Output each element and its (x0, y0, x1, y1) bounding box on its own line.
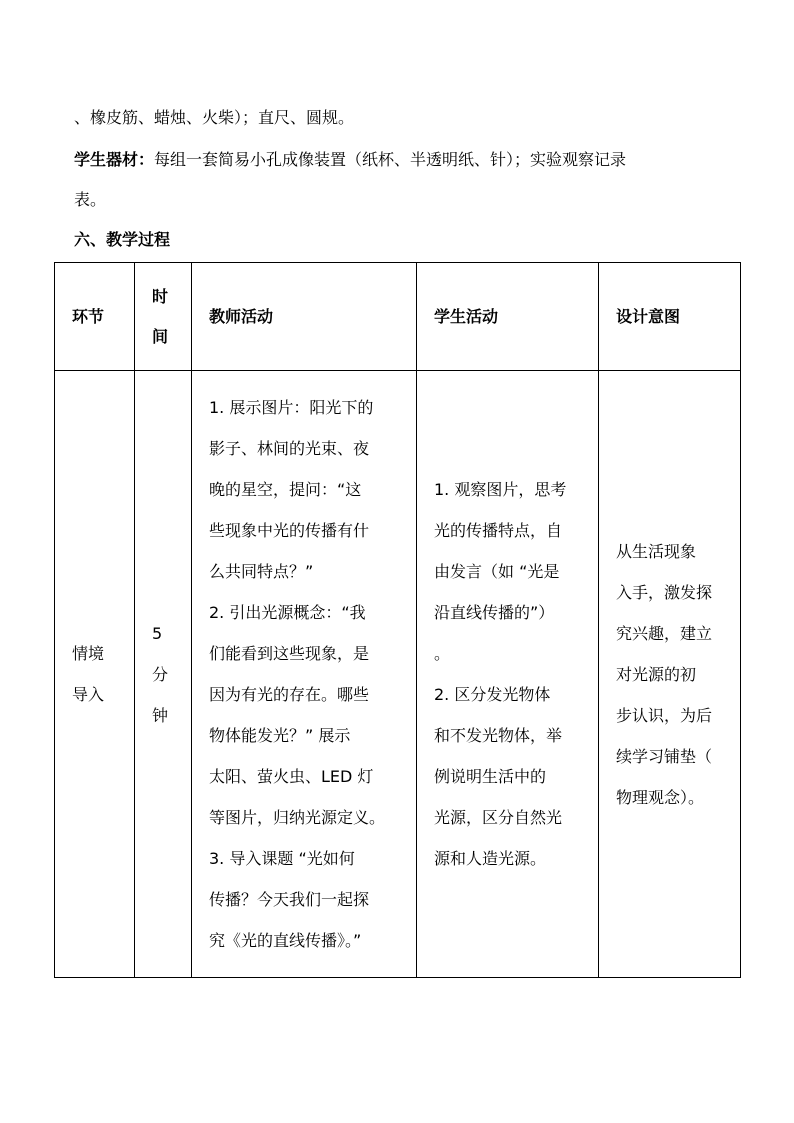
cell-line: 从生活现象 (616, 541, 697, 561)
table-header-row (55, 263, 741, 371)
cell-line: 钟 (152, 705, 169, 725)
cell-line: 。 (434, 644, 451, 663)
student-materials-label: 学生器材： (74, 150, 155, 169)
cell-line: 沿直线传播的”） (434, 603, 555, 622)
cell-line: 续学习铺垫（ (616, 746, 713, 766)
header-stage: 环节 (55, 263, 135, 371)
cell-line: 因为有光的存在。哪些 (209, 685, 370, 704)
cell-line: 对光源的初 (616, 664, 697, 684)
cell-line: 分 (152, 664, 169, 684)
cell-line: 5 (152, 623, 163, 643)
student-activity-cell (417, 371, 599, 978)
header-time (135, 263, 192, 371)
cell-line: 2. 区分发光物体 (434, 685, 551, 704)
cell-line: 太阳、萤火虫、LED 灯 (209, 767, 374, 786)
header-intent: 设计意图 (599, 263, 741, 371)
cell-line: 些现象中光的传播有什 (209, 521, 370, 540)
cell-line: 晚的星空，提问：“这 (209, 480, 362, 499)
teaching-process-table (54, 262, 741, 978)
cell-line: 步认识，为后 (616, 705, 713, 725)
cell-line: 源和人造光源。 (434, 849, 547, 868)
cell-line: 等图片，归纳光源定义。 (209, 808, 386, 827)
materials-continuation: 、橡皮筋、蜡烛、火柴）；直尺、圆规。 (74, 108, 355, 127)
student-materials (74, 140, 734, 220)
time-cell (135, 371, 192, 978)
cell-line: 们能看到这些现象，是 (209, 644, 370, 663)
cell-line: 和不发光物体，举 (434, 726, 563, 745)
cell-line: 物体能发光？” 展示 (209, 726, 351, 745)
teacher-activity-cell (192, 371, 417, 978)
student-materials-text: 每组一套简易小孔成像装置（纸杯、半透明纸、针）；实验观察记录 (154, 150, 627, 169)
table-row (55, 371, 741, 978)
cell-line: 3. 导入课题 “光如何 (209, 849, 355, 868)
student-materials-text-line2: 表。 (74, 190, 107, 209)
stage-cell (55, 371, 135, 978)
header-time-line: 间 (152, 326, 169, 346)
header-time-line: 时 (152, 286, 169, 306)
cell-line: 究《光的直线传播》。” (209, 931, 362, 950)
cell-line: 光的传播特点，自 (434, 521, 563, 540)
cell-line: 情境 (72, 644, 105, 663)
cell-line: 由发言（如 “光是 (434, 562, 560, 581)
section-title: 六、教学过程 (74, 230, 171, 249)
cell-line: 2. 引出光源概念：“我 (209, 603, 366, 622)
cell-line: 入手，激发探 (616, 582, 713, 602)
cell-line: 例说明生活中的 (434, 767, 547, 786)
cell-line: 么共同特点？” (209, 562, 314, 581)
design-intent-cell (599, 371, 741, 978)
cell-line: 物理观念）。 (616, 787, 705, 807)
cell-line: 究兴趣，建立 (616, 623, 713, 643)
cell-line: 光源，区分自然光 (434, 808, 563, 827)
header-student: 学生活动 (417, 263, 599, 371)
cell-line: 传播？今天我们一起探 (209, 890, 370, 909)
cell-line: 1. 观察图片，思考 (434, 480, 567, 499)
cell-line: 导入 (72, 685, 105, 704)
header-teacher: 教师活动 (192, 263, 417, 371)
cell-line: 1. 展示图片：阳光下的 (209, 398, 374, 417)
cell-line: 影子、林间的光束、夜 (209, 439, 370, 458)
